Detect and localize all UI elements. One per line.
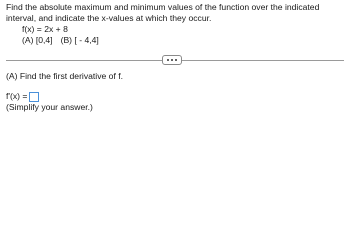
answer-label: f'(x) =	[6, 91, 28, 101]
expand-more-button[interactable]	[162, 55, 182, 65]
ellipsis-icon	[175, 59, 177, 61]
simplify-hint: (Simplify your answer.)	[6, 102, 93, 112]
part-a-instruction: (A) Find the first derivative of f.	[6, 71, 124, 81]
interval-b: (B) [ - 4,4]	[60, 35, 99, 45]
interval-a: (A) [0,4]	[22, 35, 53, 45]
question-prompt: Find the absolute maximum and minimum values of the function over the indicated interval, and indicate the x-values at which they occur.	[6, 2, 320, 23]
interval-list	[22, 35, 99, 46]
answer-row	[6, 91, 39, 102]
derivative-answer-input[interactable]	[29, 92, 39, 102]
ellipsis-icon	[171, 59, 173, 61]
ellipsis-icon	[167, 59, 169, 61]
function-definition: f(x) = 2x + 8	[22, 24, 68, 34]
